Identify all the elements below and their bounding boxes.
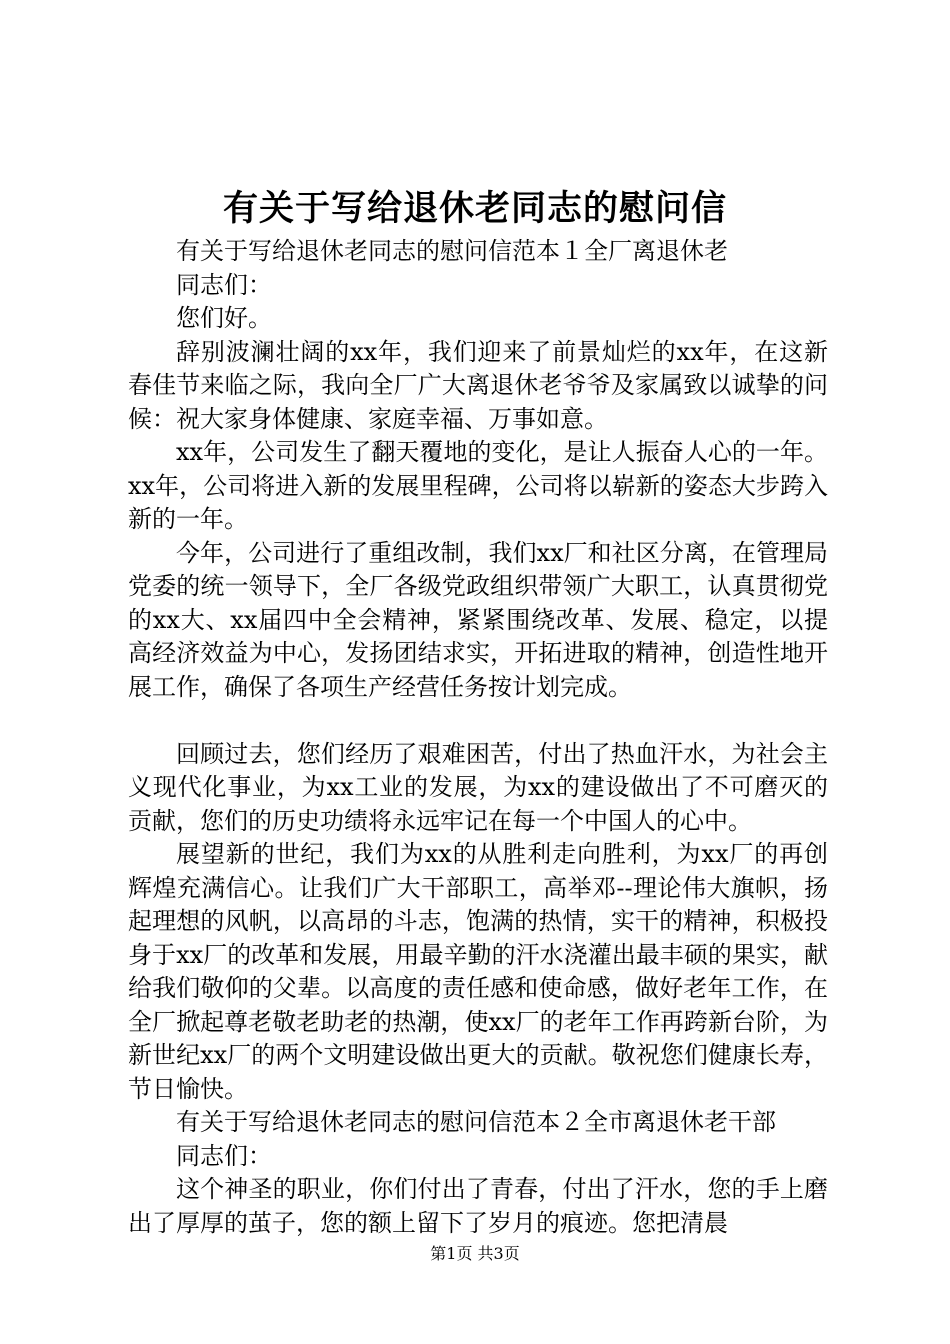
paragraph-review: 回顾过去，您们经历了艰难困苦，付出了热血汗水，为社会主义现代化事业，为xx工业的发展，为xx的建设做出了不可磨灭的贡献，您们的历史功绩将永远牢记在每一个中国人的心中。 xyxy=(128,739,828,835)
document-title: 有关于写给退休老同志的慰问信 xyxy=(222,188,727,229)
paragraph-salutation-2: 同志们： xyxy=(176,1141,272,1170)
paragraph-restructuring: 今年，公司进行了重组改制，我们xx厂和社区分离，在管理局党委的统一领导下，全厂各级党政组织带领广大职工，认真贯彻党的xx大、xx届四中全会精神，紧紧围绕改革、发展、稳定，以提高经济效益为中心，发扬团结求实，开拓进取的精神，创造性地开展工作，确保了各项生产经营任务按计划完成。 xyxy=(128,538,828,701)
paragraph-company-change: xx年，公司发生了翻天覆地的变化，是让人振奋人心的一年。xx年，公司将进入新的发展里程碑，公司将以崭新的姿态大步跨入新的一年。 xyxy=(128,438,828,533)
paragraph-sample-1-heading: 有关于写给退休老同志的慰问信范本１全厂离退休老 xyxy=(176,237,728,265)
page-footer: 第1页 共3页 xyxy=(430,1244,520,1263)
paragraph-salutation: 同志们： xyxy=(176,270,272,299)
document-body xyxy=(128,235,828,1240)
paragraph-sample-2-heading: 有关于写给退休老同志的慰问信范本２全市离退休老干部 xyxy=(176,1108,776,1136)
paragraph-sacred-profession: 这个神圣的职业，你们付出了青春，付出了汗水，您的手上磨出了厚厚的茧子，您的额上留下了岁月的痕迹。您把清晨 xyxy=(128,1175,828,1237)
paragraph-new-year: 辞别波澜壮阔的xx年，我们迎来了前景灿烂的xx年，在这新春佳节来临之际，我向全厂广大离退休老爷爷及家属致以诚挚的问候：祝大家身体健康、家庭幸福、万事如意。 xyxy=(128,337,828,433)
paragraph-greeting: 您们好。 xyxy=(176,304,272,332)
paragraph-outlook: 展望新的世纪，我们为xx的从胜利走向胜利，为xx厂的再创辉煌充满信心。让我们广大干部职工，高举邓--理论伟大旗帜，扬起理想的风帆，以高昂的斗志，饱满的热情，实干的精神，积极投身于xx厂的改革和发展，用最辛勤的汗水浇灌出最丰硕的果实，献给我们敬仰的父辈。以高度的责任感和使命感，做好老年工作，在全厂掀起尊老敬老助老的热潮，使xx厂的老年工作再跨新台阶，为新世纪xx厂的两个文明建设做出更大的贡献。敬祝您们健康长寿，节日愉快。 xyxy=(128,840,828,1103)
